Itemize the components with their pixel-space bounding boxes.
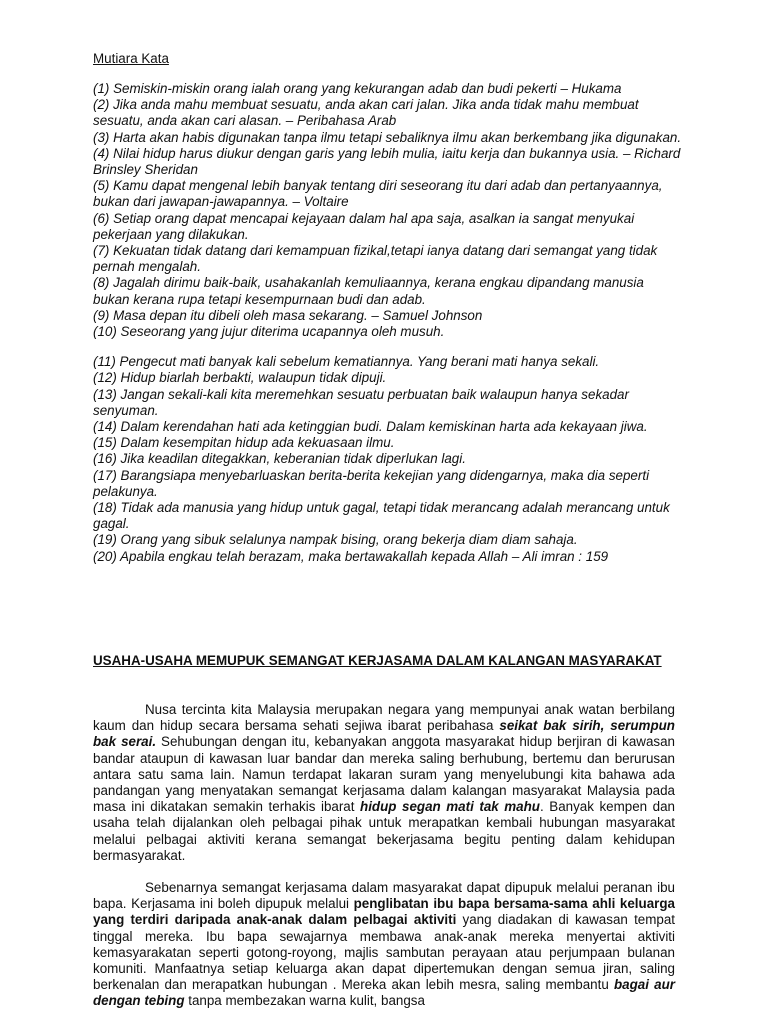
quote-item: (2) Jika anda mahu membuat sesuatu, anda akan cari jalan. Jika anda tidak mahu membuat sesuatu, anda akan cari alasan. – Peribahasa Arab — [93, 97, 639, 129]
quote-item: (10) Seseorang yang jujur diterima ucapannya oleh musuh. — [93, 324, 445, 340]
quote-item: (5) Kamu dapat mengenal lebih banyak tentang diri seseorang itu dari adab dan pertanyaannya, bukan dari jawapan-jawapannya. – Voltaire — [93, 178, 663, 210]
essay-paragraph — [93, 880, 675, 1010]
paragraph-text: tanpa membezakan warna kulit, bangsa — [184, 993, 425, 1009]
paragraph-text: yang diadakan di kawasan tempat tinggal mereka. Ibu bapa sewajarnya membawa anak-anak mereka menyertai aktiviti kemasyarakatan seperti gotong-royong, majlis sambutan perayaan atau perjumpaan bulanan komuniti. Manfaatnya setiap keluarga akan dapat dipertemukan dengan semua jiran, saling berkenalan dan merapatkan hubungan . Mereka akan lebih mesra, saling membantu — [93, 912, 676, 993]
key-point-text: penglibatan ibu bapa bersama-sama ahli keluarga yang terdiri daripada anak-anak dalam pelbagai aktiviti — [93, 896, 675, 928]
quote-item: (14) Dalam kerendahan hati ada ketinggian budi. Dalam kemiskinan harta ada kekayaan jiwa. — [93, 419, 648, 435]
proverb-text: hidup segan mati tak mahu — [360, 799, 540, 815]
quote-item: (12) Hidup biarlah berbakti, walaupun tidak dipuji. — [93, 370, 387, 386]
quote-item: (15) Dalam kesempitan hidup ada kekuasaan ilmu. — [93, 435, 395, 451]
quote-item: (17) Barangsiapa menyebarluaskan berita-berita kekejian yang didengarnya, maka dia seperti pelakunya. — [93, 467, 650, 499]
paragraph-text: Sebenarnya semangat kerjasama dalam masyarakat dapat dipupuk melalui peranan ibu bapa. Kerjasama ini boleh dipupuk melalui — [93, 880, 675, 912]
section-heading: USAHA-USAHA MEMUPUK SEMANGAT KERJASAMA DALAM KALANGAN MASYARAKAT — [93, 653, 662, 668]
quote-item: (20) Apabila engkau telah berazam, maka bertawakallah kepada Allah – Ali imran : 159 — [93, 548, 609, 564]
quote-item: (7) Kekuatan tidak datang dari kemampuan fizikal,tetapi ianya datang dari semangat yang tidak pernah mengalah. — [93, 243, 658, 275]
essay-body — [93, 702, 675, 1026]
quote-item: (8) Jagalah dirimu baik-baik, usahakanlah kemuliaannya, kerana engkau dipandang manusia bukan kerana rupa tetapi kesempurnaan budi dan adab. — [93, 275, 644, 307]
quote-item: (9) Masa depan itu dibeli oleh masa sekarang. – Samuel Johnson — [93, 307, 483, 323]
quote-item: (3) Harta akan habis digunakan tanpa ilmu tetapi sebaliknya ilmu akan berkembang jika digunakan. — [93, 129, 682, 145]
quote-item: (18) Tidak ada manusia yang hidup untuk gagal, tetapi tidak merancang adalah merancang untuk gagal. — [93, 500, 670, 532]
paragraph-text: Nusa tercinta kita Malaysia merupakan negara yang mempunyai anak watan berbilang kaum dan hidup secara bersama sehati sejiwa ibarat peribahasa — [93, 702, 675, 734]
quote-item: (16) Jika keadilan ditegakkan, keberanian tidak diperlukan lagi. — [93, 451, 466, 467]
quote-item: (19) Orang yang sibuk selalunya nampak bising, orang bekerja diam diam sahaja. — [93, 532, 578, 548]
proverb-text: bagai aur dengan tebing — [93, 977, 675, 1009]
quote-item: (11) Pengecut mati banyak kali sebelum kematiannya. Yang berani mati hanya sekali. — [93, 354, 600, 370]
paragraph-text: Sehubungan dengan itu, kebanyakan anggota masyarakat hidup berjiran di kawasan bandar ataupun di kawasan luar bandar dan mereka saling berhubung, bertemu dan berurusan antara satu sama lain. Namun terdapat lakaran suram yang menyelubungi kita bahawa ada pandangan yang menyatakan semangat kerjasama dalam kalangan masyarakat Malaysia pada masa ini dikatakan semakin terhakis ibarat — [93, 734, 675, 815]
quote-item: (1) Semiskin-miskin orang ialah orang yang kekurangan adab dan budi pekerti – Hukama — [93, 81, 622, 96]
quote-item: (13) Jangan sekali-kali kita meremehkan sesuatu perbuatan baik walaupun hanya sekadar senyuman. — [93, 386, 629, 418]
paragraph-text: . Banyak kempen dan usaha telah dijalankan oleh pelbagai pihak untuk merapatkan kembali hubungan masyarakat melalui pelbagai aktiviti kerana semangat bekerjasama begitu penting dalam kehidupan bermasyarakat. — [93, 799, 676, 863]
page-title: Mutiara Kata — [93, 51, 169, 66]
quotes-list — [93, 81, 683, 565]
quote-spacer — [93, 340, 683, 354]
essay-paragraph — [93, 702, 675, 864]
quote-item: (6) Setiap orang dapat mencapai kejayaan dalam hal apa saja, asalkan ia sangat menyukai pekerjaan yang dilakukan. — [93, 210, 635, 242]
quote-item: (4) Nilai hidup harus diukur dengan garis yang lebih mulia, iaitu kerja dan bukannya usia. – Richard Brinsley Sheridan — [93, 145, 681, 178]
proverb-text: seikat bak sirih, serumpun bak serai. — [93, 718, 675, 750]
